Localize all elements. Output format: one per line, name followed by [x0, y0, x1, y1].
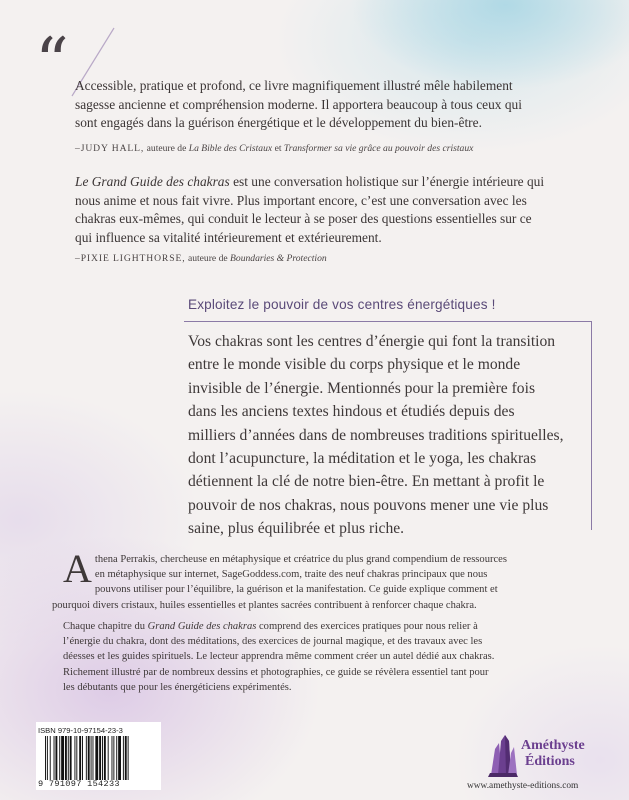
- barcode-bar: [47, 736, 48, 780]
- author-paragraph: [52, 546, 583, 613]
- barcode-bar: [82, 736, 83, 780]
- barcode-bar: [104, 736, 106, 780]
- book-title: Grand Guide des chakras: [147, 621, 257, 632]
- barcode-bar: [116, 736, 117, 780]
- chapter-line: l’énergie du chakra, dont des méditations, des exercices de journal magique, et des travaux avec les: [63, 636, 483, 648]
- author-line: pourquoi divers cristaux, huiles essentielles et plantes sacrées contribuent à renforcer chaque chakra.: [52, 599, 477, 611]
- barcode-bar: [95, 736, 98, 780]
- testimonial-1-credit: [75, 142, 595, 155]
- amethyst-crystal-icon: [487, 735, 519, 777]
- main-line: milliers d’années dans de nombreuses traditions spirituelles,: [188, 426, 564, 444]
- barcode-bar: [61, 736, 64, 780]
- barcode-bar: [91, 736, 92, 780]
- testimonial-2-text: [75, 173, 575, 247]
- barcode-bar: [118, 736, 121, 780]
- barcode-icon: [45, 736, 159, 780]
- barcode-bar: [113, 736, 114, 780]
- testimonial-line: sagesse ancienne et compréhension moderne. Il apportera beaucoup à tous ceux qui: [75, 96, 522, 112]
- barcode-bar: [102, 736, 103, 780]
- chapter-line: déesses et les guides spirituels. Le lecteur apprendra même comment créer un autel dédié aux chakras.: [63, 651, 495, 663]
- publisher-website: www.amethyste-editions.com: [467, 781, 579, 791]
- barcode-bar: [125, 736, 127, 780]
- heading-underline: [184, 321, 592, 322]
- main-description: [188, 330, 583, 541]
- testimonial-line: Accessible, pratique et profond, ce livre magnifiquement illustré mêle habilement: [75, 78, 513, 93]
- chapter-line-pre: Chaque chapitre du: [63, 621, 146, 632]
- barcode-bar: [93, 736, 94, 780]
- barcode-bar: [88, 736, 90, 780]
- main-line: détiennent la clé de notre bien-être. En mettant à profit le: [188, 473, 545, 491]
- barcode-bar: [86, 736, 87, 780]
- barcode-bar: [55, 736, 57, 780]
- author-line: thena Perrakis, chercheuse en métaphysique et créatrice du plus grand compendium de ressources: [94, 554, 507, 565]
- barcode-bar: [59, 736, 60, 780]
- credit-pre: auteure de: [146, 143, 187, 154]
- main-line: saine, plus équilibrée et plus riche.: [188, 520, 405, 538]
- chapter-line: les débutants que pour les énergéticiens expérimentés.: [63, 681, 292, 693]
- barcode-bar: [128, 736, 129, 780]
- barcode-digits: 9 791097 154233: [38, 779, 120, 789]
- chapter-line: [63, 619, 583, 634]
- chapter-line-rest: comprend des exercices pratiques pour nous relier à: [258, 621, 478, 632]
- credit-book-title: Transformer sa vie grâce au pouvoir des cristaux: [283, 143, 474, 154]
- section-heading: Exploitez le pouvoir de vos centres énergétiques !: [188, 297, 496, 312]
- testimonial-line-rest: est une conversation holistique sur l’énergie intérieure qui: [233, 174, 545, 189]
- barcode-bar: [74, 736, 75, 780]
- main-line: invisible de l’énergie. Mentionnés pour la première fois: [188, 379, 536, 397]
- quote-mark-icon: “: [35, 24, 65, 101]
- barcode-bar: [70, 736, 72, 780]
- isbn-label: ISBN 979-10-97154-23-3: [38, 726, 123, 735]
- author-line: pouvons utiliser pour l’équilibre, la guérison et la manifestation. Ce guide explique comment et: [94, 584, 498, 596]
- testimonial-1-text: [75, 77, 575, 133]
- chapter-line: Richement illustré par de nombreux dessins et photographies, ce guide se révèlera essentiel tant pour: [63, 666, 489, 678]
- barcode-bar: [112, 736, 113, 780]
- barcode-bar: [45, 736, 46, 780]
- testimonial-line: sont engagés dans la guérison énergétique et le développement du bien-être.: [75, 115, 482, 130]
- author-line: en métaphysique sur internet, SageGoddess.com, traite des neuf chakras principaux que nous: [94, 569, 488, 581]
- main-line: pouvoir de nos chakras, nous pouvons mener une vie plus: [188, 496, 549, 514]
- barcode-bar: [76, 736, 77, 780]
- credit-pre: auteure de: [187, 253, 228, 264]
- publisher-name-line2: Éditions: [525, 754, 575, 769]
- barcode-bar: [68, 736, 69, 780]
- barcode-bar: [65, 736, 67, 780]
- main-line: entre le monde visible du corps physique et le monde: [188, 356, 521, 374]
- testimonial-line: [75, 173, 575, 192]
- chapter-paragraph: [63, 619, 583, 695]
- main-line: dans les anciens textes hindous et étudiés depuis des: [188, 403, 515, 421]
- credit-name: –JUDY HALL,: [75, 143, 145, 154]
- barcode-bar: [99, 736, 101, 780]
- testimonial-line: qui influence sa vitalité intérieurement et extérieurement.: [75, 229, 382, 245]
- credit-name: –PIXIE LIGHTHORSE,: [75, 253, 186, 264]
- barcode-bar: [50, 736, 51, 780]
- credit-book-title: La Bible des Cristaux: [188, 143, 273, 154]
- barcode-bar: [79, 736, 81, 780]
- testimonial-line: chakras eux-mêmes, qui conduit le lecteur à se poser des questions essentielles sur ce: [75, 211, 532, 226]
- drop-cap: A: [63, 546, 92, 591]
- credit-mid: et: [274, 143, 282, 154]
- heading-side-rule: [591, 322, 592, 530]
- publisher-name-line1: Améthyste: [521, 738, 585, 753]
- testimonial-2-credit: [75, 252, 595, 265]
- book-title: Le Grand Guide des chakras: [75, 174, 230, 189]
- testimonial-line: nous anime et nous fait vivre. Plus important encore, c’est une conversation avec les: [75, 192, 527, 208]
- barcode-bar: [108, 736, 109, 780]
- barcode-bar: [123, 736, 124, 780]
- main-line: dont l’acupuncture, la méditation et le yoga, les chakras: [188, 450, 537, 468]
- main-line: Vos chakras sont les centres d’énergie qui font la transition: [188, 333, 556, 350]
- credit-book-title: Boundaries & Protection: [230, 253, 327, 264]
- barcode-bar: [54, 736, 55, 780]
